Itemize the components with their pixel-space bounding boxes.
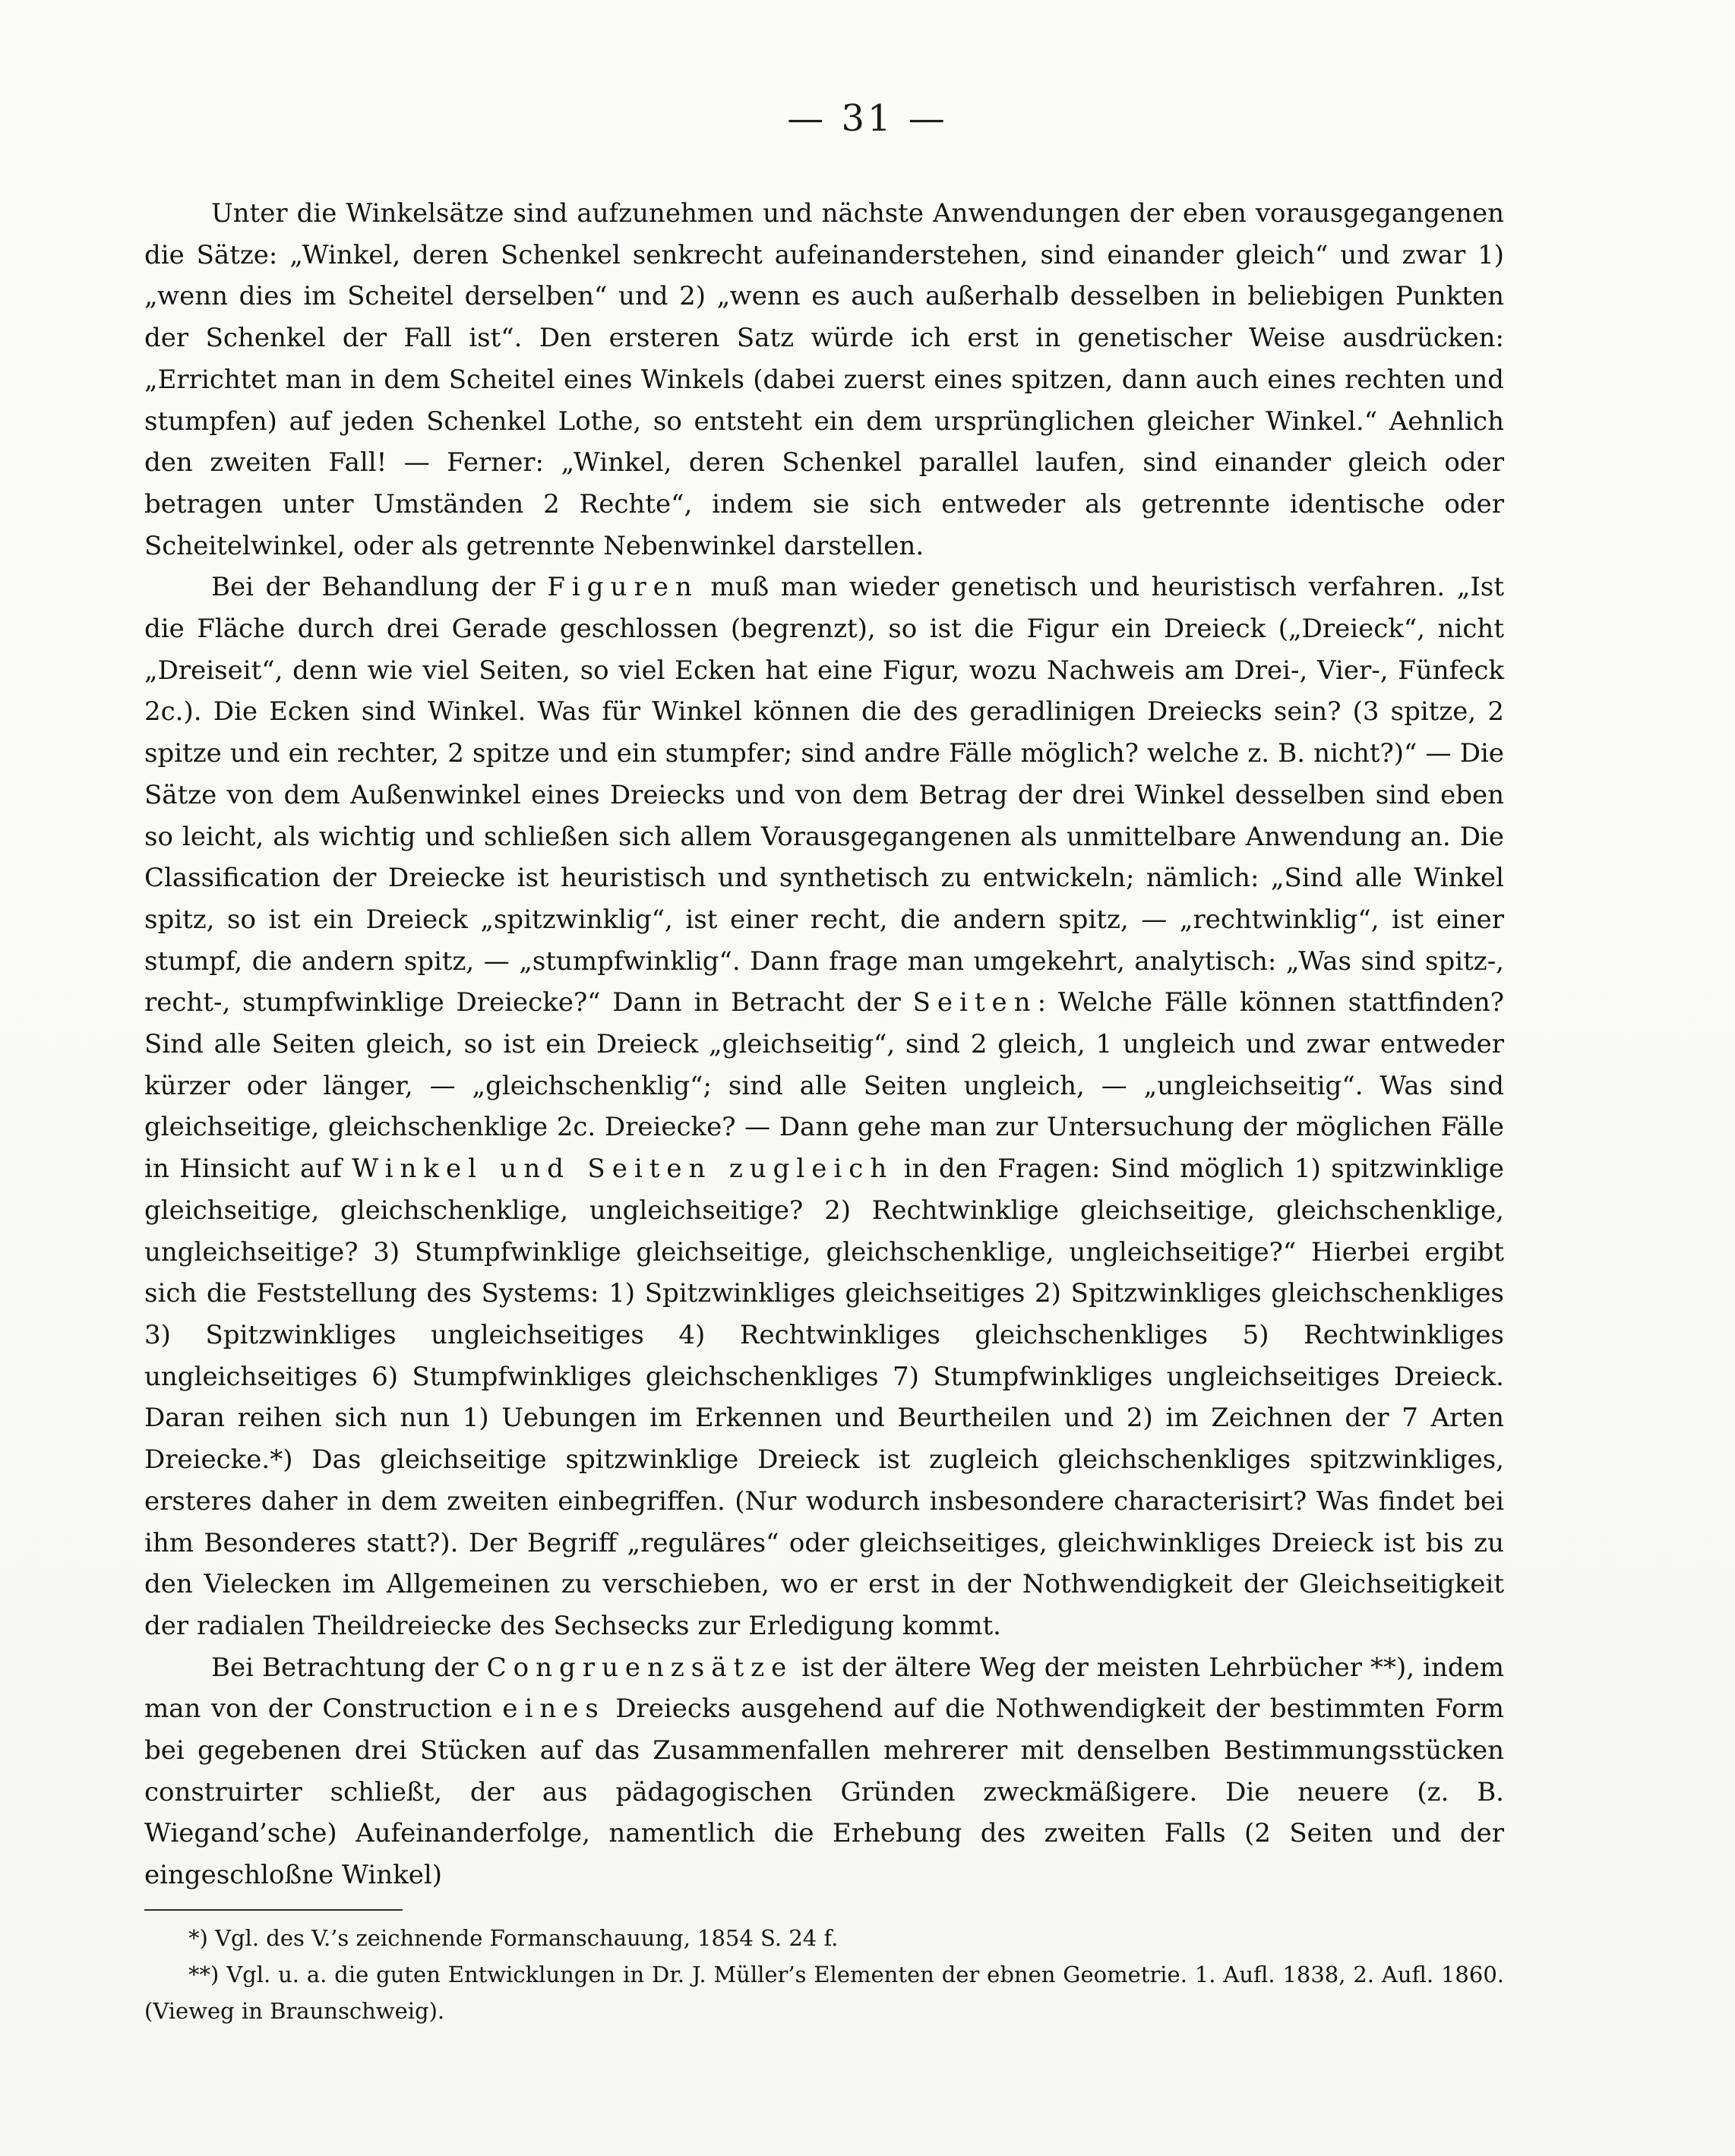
paragraph-text: : Welche Fälle können stattfinden? Sind alle Seiten gleich, so ist ein Dreieck „gleichseitig“, sind 2 gleich, 1 ungleich und zwar entweder kürzer oder länger, — „gleichschenklig“; sind alle Seiten ungleich, — „ungleichseitig“. Was sind gleichseitige, gleichschenklige 2c. Dreiecke? — Dann gehe man zur Untersuchung der möglichen Fälle in Hinsicht auf: [144, 987, 1504, 1185]
paragraph-congruenzsaetze: [144, 1647, 1504, 1896]
paragraph-text: ist der ältere Weg der meisten Lehrbücher **), indem man von der Construction: [144, 1652, 1504, 1725]
paragraph-figuren: [144, 567, 1504, 1646]
emphasis-eines: eines: [502, 1694, 605, 1725]
paragraph-text: in den Fragen: Sind möglich 1) spitzwinklige gleichseitige, gleichschenklige, ungleichseitige? 2) Rechtwinklige gleichseitige, gleichschenklige, ungleichseitige? 3) Stumpfwinklige gleichseitige, gleichschenklige, ungleichseitige?“ Hierbei ergibt sich die Feststellung des Systems: 1) Spitzwinkliges gleichseitiges 2) Spitzwinkliges gleichschenkliges 3) Spitzwinkliges ungleichseitiges 4) Rechtwinkliges gleichschenkliges 5) Rechtwinkliges ungleichseitiges 6) Stumpfwinkliges gleichschenkliges 7) Stumpfwinkliges ungleichseitiges Dreieck. Daran reihen sich nun 1) Uebungen im Erkennen und Beurtheilen und 2) im Zeichnen der 7 Arten Dreiecke.*) Das gleichseitige spitzwinklige Dreieck ist zugleich gleichschenkliges spitzwinkliges, ersteres daher in dem zweiten einbegriffen. (Nur wodurch insbesondere characterisirt? Was findet bei ihm Besonderes statt?). Der Begriff „reguläres“ oder gleichseitiges, gleichwinkliges Dreieck ist bis zu den Vielecken im Allgemeinen zu verschieben, wo er erst in der Nothwendigkeit der Gleichseitigkeit der radialen Theildreiecke des Sechsecks zur Erledigung kommt.: [144, 1154, 1504, 1641]
paragraph-text: Dreiecks ausgehend auf die Nothwendigkeit der bestimmten Form bei gegebenen drei Stücken auf das Zusammenfallen mehrerer mit denselben Bestimmungsstücken construirter schließt, der aus pädagogischen Gründen zweckmäßigere. Die neuere (z. B. Wiegand’sche) Aufeinanderfolge, namentlich die Erhebung des zweiten Falls (2 Seiten und der eingeschloßne Winkel): [144, 1694, 1504, 1891]
emphasis-winkel-und-seiten: Winkel und Seiten zugleich: [352, 1154, 894, 1185]
paragraph-text: Bei Betrachtung der: [211, 1652, 487, 1683]
footnote-2: **) Vgl. u. a. die guten Entwicklungen in Dr. J. Müller’s Elementen der ebnen Geometrie. 1. Aufl. 1838, 2. Aufl. 1860. (Vieweg in Braunschweig).: [144, 1962, 1504, 2024]
footnote-divider: [144, 1909, 403, 1911]
paragraph-winkelsaetze: Unter die Winkelsätze sind aufzunehmen und nächste Anwendungen der eben vorausgegangenen die Sätze: „Winkel, deren Schenkel senkrecht aufeinanderstehen, sind einander gleich“ und zwar 1) „wenn dies im Scheitel derselben“ und 2) „wenn es auch außerhalb desselben in beliebigen Punkten der Schenkel der Fall ist“. Den ersteren Satz würde ich erst in genetischer Weise ausdrücken: „Errichtet man in dem Scheitel eines Winkels (dabei zuerst eines spitzen, dann auch eines rechten und stumpfen) auf jeden Schenkel Lothe, so entsteht ein dem ursprünglichen gleicher Winkel.“ Aehnlich den zweiten Fall! — Ferner: „Winkel, deren Schenkel parallel laufen, sind einander gleich oder betragen unter Umständen 2 Rechte“, indem sie sich entweder als getrennte identische oder Scheitelwinkel, oder als getrennte Nebenwinkel darstellen.: [144, 198, 1504, 561]
paragraph-text: muß man wieder genetisch und heuristisch verfahren. „Ist die Fläche durch drei Gerade geschlossen (begrenzt), so ist die Figur ein Dreieck („Dreieck“, nicht „Dreiseit“, denn wie viel Seiten, so viel Ecken hat eine Figur, wozu Nachweis am Drei-, Vier-, Fünfeck 2c.). Die Ecken sind Winkel. Was für Winkel können die des geradlinigen Dreiecks sein? (3 spitze, 2 spitze und ein rechter, 2 spitze und ein stumpfer; sind andre Fälle möglich? welche z. B. nicht?)“ — Die Sätze von dem Außenwinkel eines Dreiecks und von dem Betrag der drei Winkel desselben sind eben so leicht, als wichtig und schließen sich allem Vorausgegangenen als unmittelbare Anwendung an. Die Classification der Dreiecke ist heuristisch und synthetisch zu entwickeln; nämlich: „Sind alle Winkel spitz, so ist ein Dreieck „spitzwinklig“, ist einer recht, die andern spitz, — „rechtwinklig“, ist einer stumpf, die andern spitz, — „stumpfwinklig“. Dann frage man umgekehrt, analytisch: „Was sind spitz-, recht-, stumpfwinklige Dreiecke?“ Dann in Betracht der: [144, 572, 1504, 1018]
emphasis-figuren: Figuren: [547, 572, 699, 603]
body-text: [144, 193, 1504, 1896]
footnotes: [144, 1920, 1504, 2029]
page-number: — 31 —: [787, 97, 948, 140]
paragraph-text: Bei der Behandlung der: [211, 572, 548, 603]
emphasis-congruenzsaetze: Congruenzsätze: [486, 1652, 794, 1683]
footnote-1: *) Vgl. des V.’s zeichnende Formanschauung, 1854 S. 24 f.: [188, 1925, 839, 1951]
emphasis-seiten: Seiten: [912, 987, 1038, 1018]
